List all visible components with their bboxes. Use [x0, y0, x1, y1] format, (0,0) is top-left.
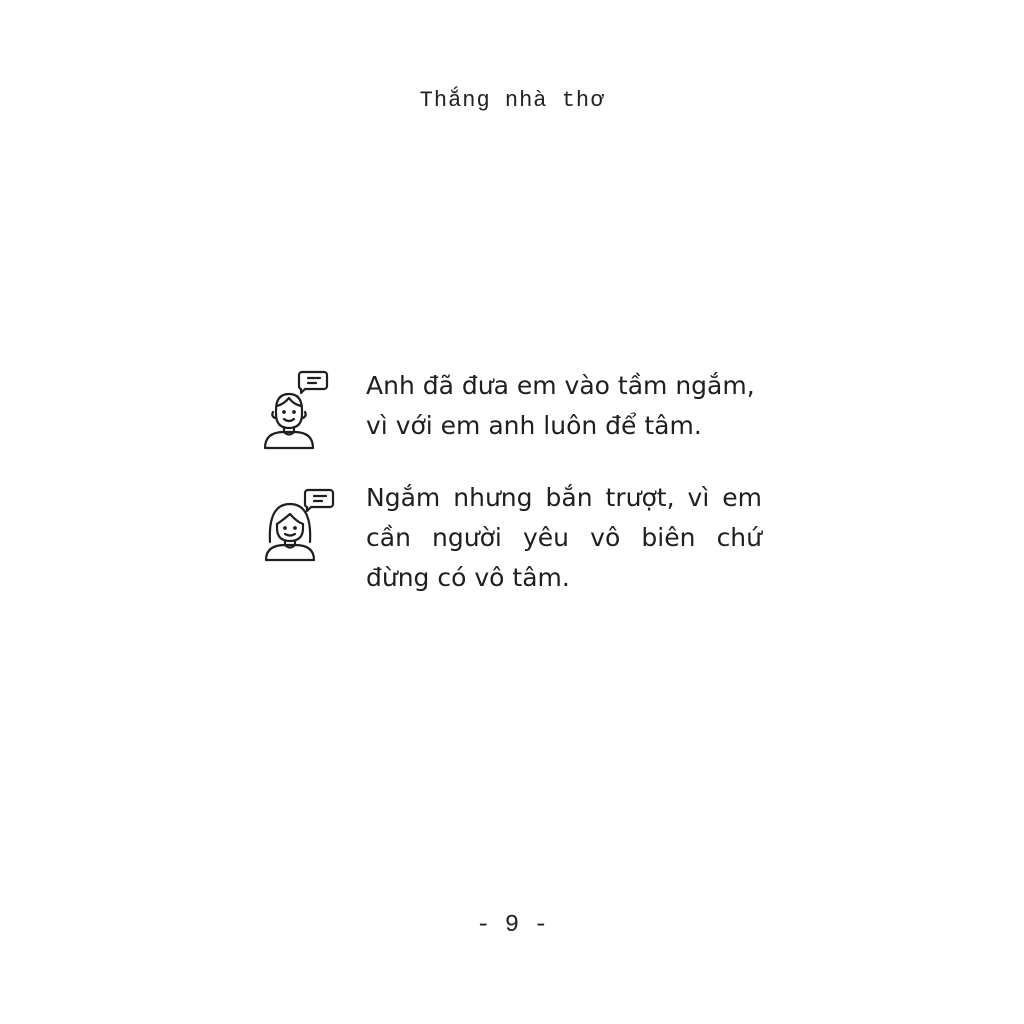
man-avatar-group	[262, 366, 342, 456]
man-avatar-icon	[262, 366, 342, 456]
speech-line: Ngắm nhưng bắn trượt, vì em	[366, 483, 762, 512]
chat-bubble-icon	[305, 490, 333, 511]
speech-line: cần người yêu vô biên chứ	[366, 523, 762, 552]
speech-text	[366, 366, 762, 446]
dialogue-woman	[262, 478, 762, 598]
running-header: Thắng nhà thơ	[419, 88, 605, 113]
chat-bubble-icon	[299, 372, 327, 393]
woman-avatar-icon	[262, 484, 342, 574]
speech-text	[366, 478, 762, 598]
speech-line: Anh đã đưa em vào tầm ngắm,	[366, 371, 755, 400]
speech-line: vì với em anh luôn để tâm.	[366, 411, 702, 440]
dialogue-man	[262, 366, 762, 446]
page-number: - 9 -	[475, 912, 548, 939]
speech-line: đừng có vô tâm.	[366, 563, 570, 592]
woman-avatar-group	[262, 484, 342, 574]
